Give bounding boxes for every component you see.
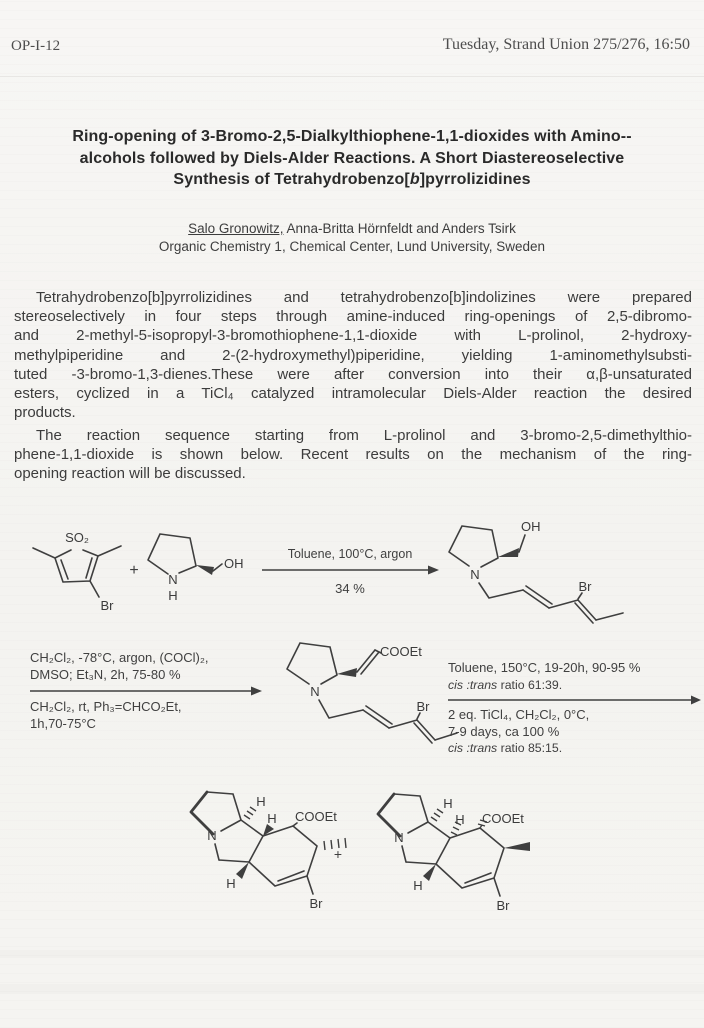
paper-title bbox=[40, 126, 664, 191]
condition-line: 1h,70-75°C bbox=[30, 715, 96, 731]
condition-line: 2 eq. TiCl₄, CH₂Cl₂, 0°C, bbox=[448, 707, 590, 722]
scan-noise-streak bbox=[0, 984, 704, 994]
ring-n-label: N bbox=[470, 567, 480, 582]
author-line: Salo Gronowitz, Anna-Britta Hörnfeldt and Anders Tsirk bbox=[188, 221, 516, 236]
reaction-arrow-1 bbox=[260, 546, 440, 597]
condition-line: CH₂Cl₂, -78°C, argon, (COCl)₂, bbox=[30, 650, 209, 665]
paragraph-line: Tetrahydrobenzo[b]pyrrolizidines and tetrahydrobenzo[b]indolizines were prepared bbox=[36, 289, 692, 306]
conditions-block-left bbox=[30, 650, 265, 732]
ring-n-label: N bbox=[168, 572, 178, 587]
cooet-label: COOEt bbox=[295, 809, 337, 824]
aminodiene-product-structure bbox=[435, 505, 700, 640]
affiliation: Organic Chemistry 1, Chemical Center, Lund University, Sweden bbox=[158, 238, 546, 254]
br-label: Br bbox=[100, 598, 114, 613]
thiophene-dioxide-structure bbox=[25, 512, 140, 627]
condition-line: DMSO; Et₃N, 2h, 75-80 % bbox=[30, 666, 181, 682]
plus-sign: + bbox=[129, 562, 139, 579]
scan-noise-streak bbox=[0, 950, 704, 958]
title-line-1: Ring-opening of 3-Bromo-2,5-Dialkylthiophene-1,1-dioxides with Amino-- bbox=[72, 128, 632, 145]
br-label: Br bbox=[416, 699, 430, 714]
conditions-block-right bbox=[448, 660, 704, 757]
paragraph-line: products. bbox=[14, 404, 76, 422]
condition-line: Toluene, 150°C, 19-20h, 90-95 % bbox=[448, 660, 641, 675]
ring-n-label: N bbox=[394, 830, 404, 845]
stereo-h-bottom: H bbox=[413, 878, 423, 893]
paragraph-line: methylpiperidine and 2-(2-hydroxymethyl)piperidine, yielding 1-aminomethylsubsti- bbox=[14, 346, 692, 364]
condition-line: 7-9 days, ca 100 % bbox=[448, 723, 560, 739]
paragraph-line: phene-1,1-dioxide is shown below. Recent results on the mechanism of the ring- bbox=[14, 446, 692, 464]
plus-sign: + bbox=[333, 846, 343, 862]
ratio-line: cis :trans ratio 61:39. bbox=[448, 677, 563, 692]
paragraph-line: and 2-methyl-5-isopropyl-3-bromothiophene-1,1-dioxide with L-prolinol, 2-hydroxy- bbox=[14, 327, 692, 345]
br-label: Br bbox=[578, 579, 592, 594]
oh-label: OH bbox=[224, 556, 244, 571]
condition-line: CH₂Cl₂, rt, Ph₃=CHCO₂Et, bbox=[30, 699, 182, 714]
paragraph-line: esters, cyclized in a TiCl₄ catalyzed intramolecular Diels-Alder reaction the desired bbox=[14, 385, 692, 403]
ring-n-label: N bbox=[207, 828, 217, 843]
br-label: Br bbox=[309, 896, 323, 911]
ratio-line: cis :trans ratio 85:15. bbox=[448, 741, 563, 755]
acrylate-intermediate-structure bbox=[265, 628, 460, 770]
yield-below-arrow: 34 % bbox=[335, 580, 365, 596]
cooet-label: COOEt bbox=[380, 644, 422, 659]
authors-block bbox=[60, 220, 644, 255]
paragraph-line: opening reaction will be discussed. bbox=[14, 465, 246, 483]
nh-label: H bbox=[168, 588, 178, 603]
stereo-h-top: H bbox=[443, 796, 453, 811]
right-arrow-icon bbox=[260, 564, 440, 576]
stereo-h-top: H bbox=[256, 794, 266, 809]
paragraph-line: tuted -3-bromo-1,3-dienes.These were after conversion into their α,β-unsaturated bbox=[14, 365, 692, 383]
right-arrow-icon bbox=[30, 685, 263, 697]
session-info: Tuesday, Strand Union 275/276, 16:50 bbox=[442, 36, 690, 53]
so2-label: SO₂ bbox=[65, 530, 89, 545]
prolinol-structure bbox=[138, 518, 258, 623]
cycloadduct-product-right bbox=[358, 780, 563, 920]
paragraph-line: The reaction sequence starting from L-prolinol and 3-bromo-2,5-dimethylthio- bbox=[36, 427, 692, 444]
abstract-paragraph-2 bbox=[14, 426, 692, 484]
br-label: Br bbox=[496, 898, 510, 913]
stereo-h-mid: H bbox=[267, 811, 277, 826]
right-arrow-icon bbox=[448, 694, 702, 706]
abstract-paragraph-1 bbox=[14, 288, 692, 422]
cooet-label: COOEt bbox=[482, 811, 524, 826]
title-line-3: Synthesis of Tetrahydrobenzo[b]pyrrolizidines bbox=[173, 171, 531, 188]
oh-label: OH bbox=[521, 519, 541, 534]
stereo-h-bottom: H bbox=[226, 876, 236, 891]
header-rule bbox=[0, 76, 704, 77]
paragraph-line: stereoselectively in four steps through amine-induced ring-openings of 2,5-dibromo- bbox=[14, 308, 692, 326]
ring-n-label: N bbox=[310, 684, 320, 699]
abstract-code: OP-I-12 bbox=[11, 38, 61, 54]
stereo-h-mid: H bbox=[455, 812, 465, 827]
title-line-2: alcohols followed by Diels-Alder Reactions. A Short Diastereoselective bbox=[79, 149, 625, 167]
conditions-above-arrow: Toluene, 100°C, argon bbox=[287, 547, 413, 561]
